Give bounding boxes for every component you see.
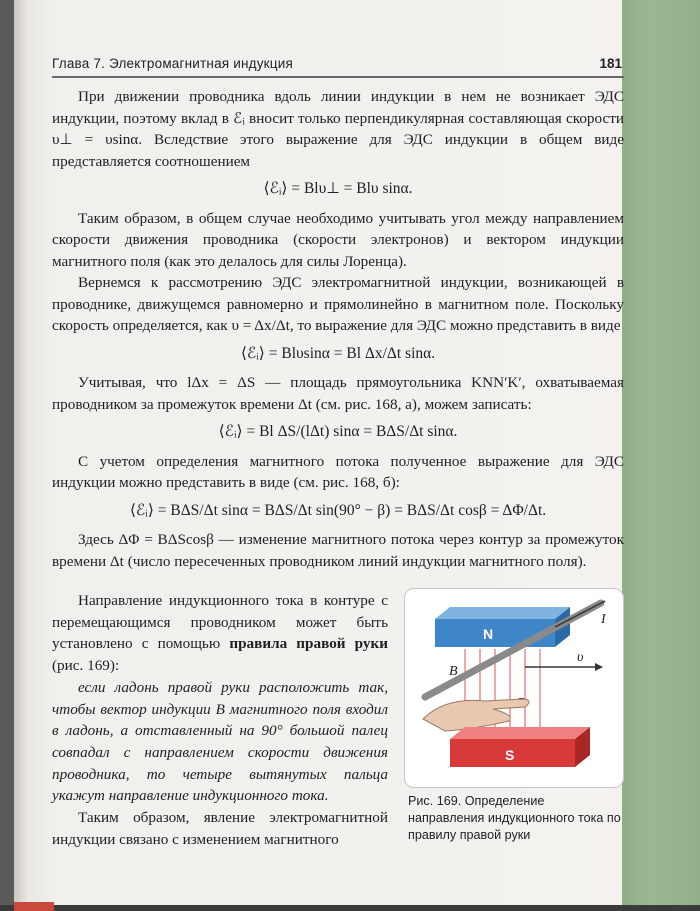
- formula-2: ⟨ℰᵢ⟩ = Blυsinα = Bl Δx/Δt sinα.: [240, 344, 436, 362]
- figure-169: [404, 588, 624, 788]
- velocity-label: υ: [577, 650, 584, 665]
- rule-intro-ref: (рис. 169):: [52, 657, 120, 675]
- rule-intro-text: Направление индукционного тока в контуре с перемещающимся проводником может быть установлено с помощью: [52, 592, 388, 653]
- north-magnet-top: [435, 607, 570, 619]
- formula-1: ⟨ℰᵢ⟩ = Blυ⊥ = Blυ sinα.: [263, 180, 413, 197]
- page-number: 181: [599, 56, 622, 71]
- figure-caption: Рис. 169. Определение направления индукционного тока по правилу правой руки: [408, 794, 621, 842]
- final-paragraph: Таким образом, явление электромагнитной индукции связано с изменением магнитного: [52, 809, 388, 848]
- paragraph-4: Учитывая, что lΔx = ΔS — площадь прямоугольника KNN′K′, охватываемая проводником за промежуток времени Δt (см. рис. 168, а), можем записать:: [52, 374, 624, 413]
- right-hand-rule: если ладонь правой руки расположить так, чтобы вектор индукции B магнитного поля входил в ладонь, а отставленный на 90° большой палец совпадал с направлением скорости движения проводника, то четыре вытянутых пальца укажут направление индукционного тока.: [52, 678, 388, 805]
- rule-intro: [52, 590, 388, 677]
- right-hand-rule-illustration: [405, 589, 623, 787]
- bottom-red-mark: [14, 902, 54, 911]
- north-magnet-front: [435, 619, 555, 647]
- right-hand: [423, 699, 529, 731]
- running-header: [52, 56, 622, 78]
- south-magnet-top: [450, 727, 590, 739]
- north-label: N: [483, 626, 494, 642]
- left-column: [52, 590, 388, 850]
- velocity-arrowhead: [595, 663, 603, 671]
- paragraph-5: С учетом определения магнитного потока полученное выражение для ЭДС индукции можно представить в виде (см. рис. 168, б):: [52, 452, 624, 491]
- paragraph-1: При движении проводника вдоль линии индукции в нем не возникает ЭДС индукции, поэтому вклад в ℰᵢ вносит только перпендикулярная составляющая скорости υ⊥ = υsinα. Вследствие этого выражение для ЭДС индукции в общем виде представляется соотношением: [52, 88, 624, 170]
- paragraph-2: Таким образом, в общем случае необходимо учитывать угол между направлением скорости движения проводника (скорости электронов) и вектором индукции магнитного поля (как это делалось для силы Лоренца).: [52, 209, 624, 270]
- page-edge-tint: [622, 0, 700, 911]
- header-rule: [52, 76, 624, 78]
- south-label: S: [505, 747, 515, 763]
- current-label: I: [601, 612, 606, 627]
- formula-3: ⟨ℰᵢ⟩ = Bl ΔS/(lΔt) sinα = BΔS/Δt sinα.: [218, 423, 458, 440]
- formula-4: ⟨ℰᵢ⟩ = BΔS/Δt sinα = BΔS/Δt sin(90° − β) = BΔS/Δt cosβ = ΔΦ/Δt.: [129, 501, 547, 519]
- chapter-title: Глава 7. Электромагнитная индукция: [52, 56, 293, 71]
- rule-name: правила правой руки: [229, 635, 388, 653]
- bottom-edge: [0, 905, 700, 911]
- body-text: [52, 86, 624, 572]
- paragraph-3: Вернемся к рассмотрению ЭДС электромагнитной индукции, возникающей в проводнике, движущемся равномерно и прямолинейно в магнитном поле. Поскольку скорость определяется, как υ = Δx/Δt, то выражение для ЭДС можно представить в виде: [52, 274, 624, 334]
- paragraph-6: Здесь ΔΦ = BΔScosβ — изменение магнитного потока через контур за промежуток времени Δt (число пересеченных проводником линий индукции магнитного поля).: [52, 531, 624, 570]
- field-label-left: B: [449, 664, 458, 679]
